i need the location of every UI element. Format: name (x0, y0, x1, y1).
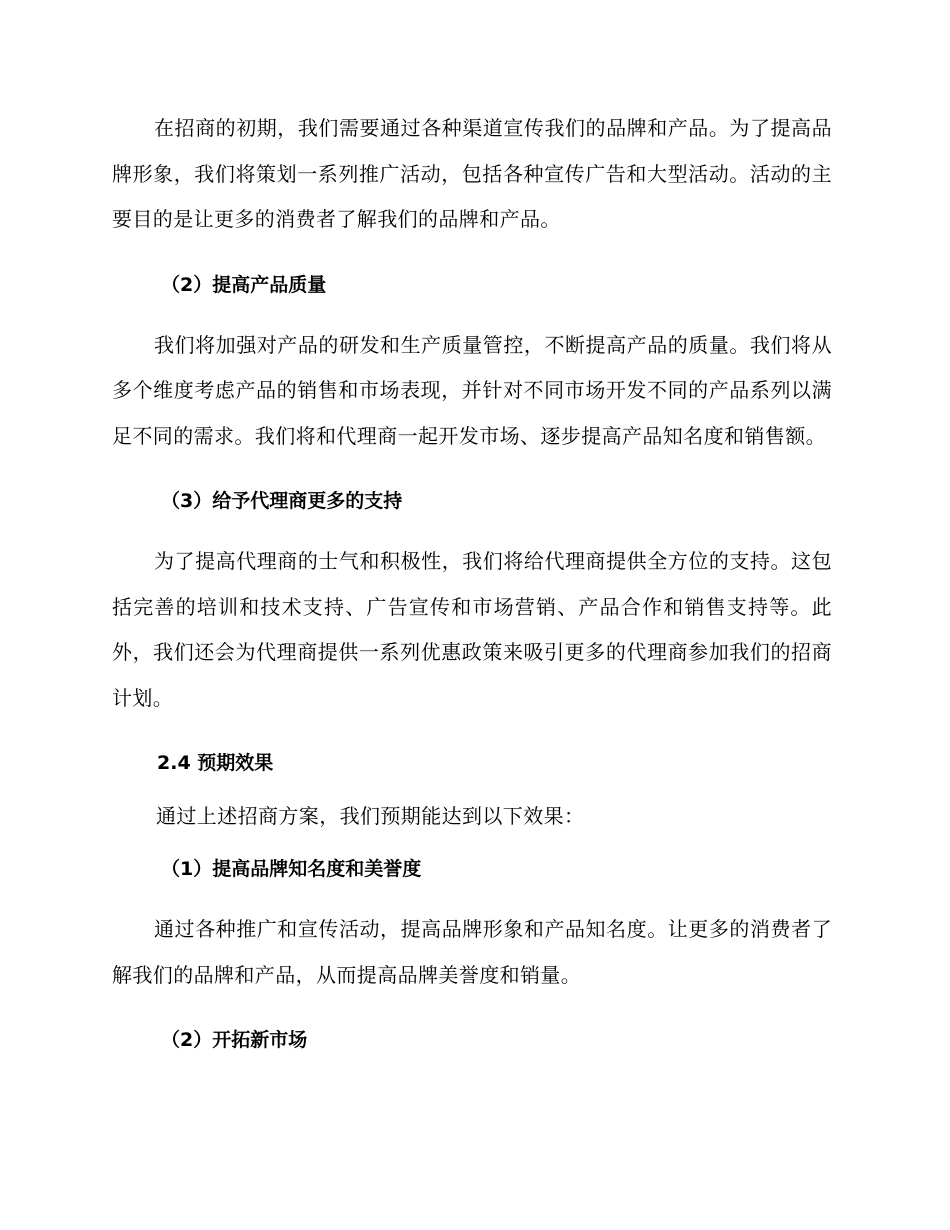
heading-improve-quality: （2）提高产品质量 (161, 273, 327, 296)
paragraph-brand-awareness: 通过各种推广和宣传活动，提高品牌形象和产品知名度。让更多的消费者了解我们的品牌和产品，从而提高品牌美誉度和销量。 (112, 917, 832, 987)
paragraph-quality-details: 我们将加强对产品的研发和生产质量管控，不断提高产品的质量。我们将从多个维度考虑产品的销售和市场表现，并针对不同市场开发不同的产品系列以满足不同的需求。我们将和代理商一起开发市场、逐步提高产品知名度和销售额。 (112, 332, 832, 448)
paragraph-effects-intro: 通过上述招商方案，我们预期能达到以下效果： (156, 804, 585, 828)
paragraph-brand-promotion: 在招商的初期，我们需要通过各种渠道宣传我们的品牌和产品。为了提高品牌形象，我们将策划一系列推广活动，包括各种宣传广告和大型活动。活动的主要目的是让更多的消费者了解我们的品牌和产品。 (112, 116, 832, 231)
document-body (112, 106, 832, 1055)
section-heading-expected-effects: 2.4 预期效果 (157, 752, 274, 774)
heading-new-markets: （2）开拓新市场 (161, 1029, 308, 1051)
heading-agent-support: （3）给予代理商更多的支持 (161, 490, 403, 512)
paragraph-agent-support: 为了提高代理商的士气和积极性，我们将给代理商提供全方位的支持。这包括完善的培训和技术支持、广告宣传和市场营销、产品合作和销售支持等。此外，我们还会为代理商提供一系列优惠政策来吸引更多的代理商参加我们的招商计划。 (112, 549, 832, 710)
heading-brand-awareness: （1）提高品牌知名度和美誉度 (161, 858, 422, 880)
